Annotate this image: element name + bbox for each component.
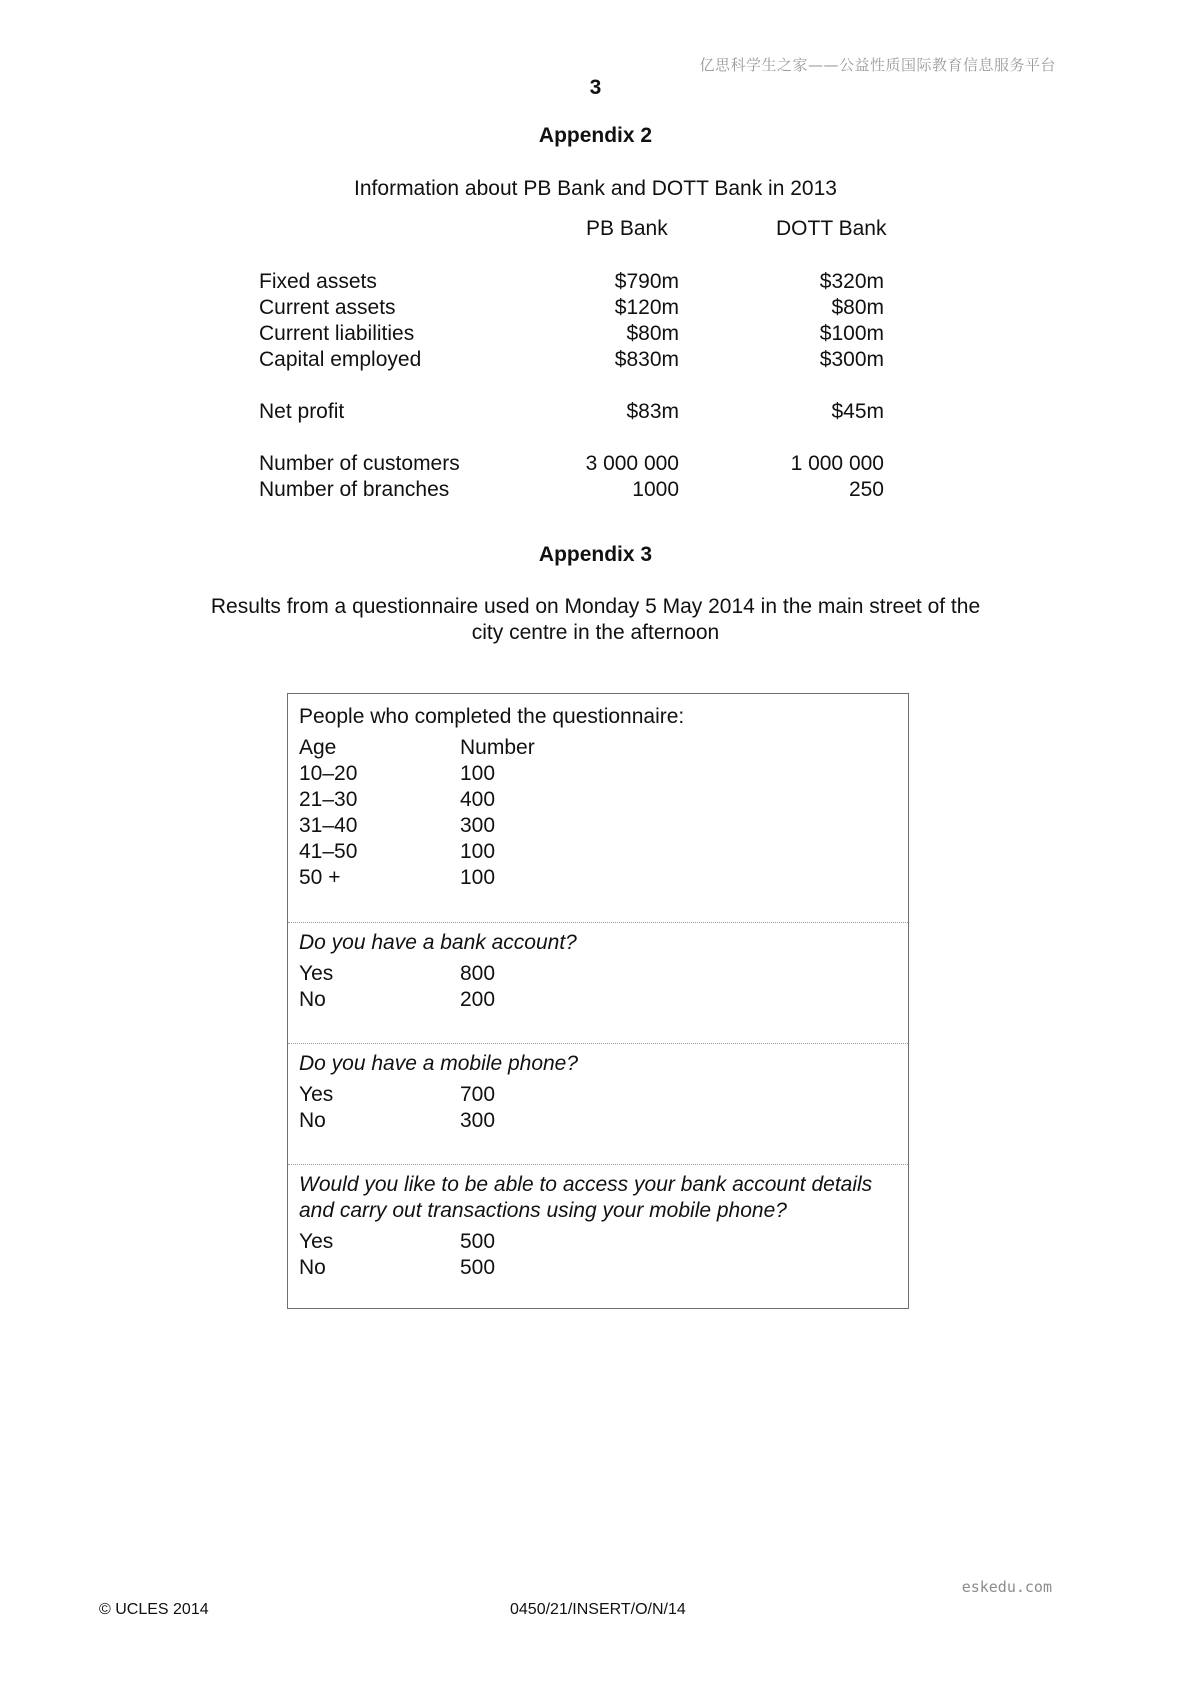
column-header-dott-bank: DOTT Bank: [776, 217, 887, 240]
appendix-3-title: Appendix 3: [538, 543, 653, 566]
section-divider: [288, 1043, 908, 1044]
dott-bank-value: $100m: [819, 322, 884, 345]
watermark-text: 亿思科学生之家——公益性质国际教育信息服务平台: [699, 56, 1056, 74]
dott-bank-value: $45m: [831, 400, 884, 423]
answer-label: Yes: [299, 1230, 334, 1253]
questionnaire-box: [287, 693, 909, 1309]
row-label: Number of customers: [259, 452, 460, 475]
table-row: [259, 399, 899, 425]
pb-bank-value: 1000: [632, 478, 679, 501]
pb-bank-value: $830m: [614, 348, 679, 371]
page-number: 3: [589, 76, 602, 99]
answer-row: [299, 1229, 908, 1255]
age-count: 400: [460, 788, 496, 811]
question-section-3: [288, 1172, 908, 1281]
appendix-2-subtitle: Information about PB Bank and DOTT Bank in 2013: [354, 177, 837, 200]
appendix-2-title: Appendix 2: [538, 124, 653, 147]
question-text: Do you have a bank account?: [299, 931, 577, 954]
question-text: and carry out transactions using your mobile phone?: [299, 1199, 787, 1222]
section-divider: [288, 922, 908, 923]
age-row: [299, 813, 908, 839]
appendix-3-subtitle-line-1: Results from a questionnaire used on Monday 5 May 2014 in the main street of the: [210, 595, 981, 618]
answer-row: [299, 961, 908, 987]
table-row: [259, 269, 899, 295]
age-range: 21–30: [299, 788, 358, 811]
table-row: [259, 321, 899, 347]
age-row: [299, 865, 908, 891]
table-row-group: [259, 269, 899, 373]
answer-label: No: [299, 988, 326, 1011]
age-row: [299, 761, 908, 787]
column-header-pb-bank: PB Bank: [586, 217, 668, 240]
row-label: Current liabilities: [259, 322, 415, 345]
answer-label: No: [299, 1109, 326, 1132]
answer-count: 800: [460, 962, 496, 985]
pb-bank-value: $83m: [626, 400, 679, 423]
age-section: [288, 704, 908, 891]
answer-count: 300: [460, 1109, 496, 1132]
dott-bank-value: $80m: [831, 296, 884, 319]
question-section-1: [288, 930, 908, 1013]
answer-count: 700: [460, 1083, 496, 1106]
questionnaire-intro: People who completed the questionnaire:: [299, 705, 685, 728]
dott-bank-value: $300m: [819, 348, 884, 371]
age-range: 31–40: [299, 814, 358, 837]
age-header: Age: [299, 736, 337, 759]
pb-bank-value: $790m: [614, 270, 679, 293]
question-text: Would you like to be able to access your bank account details: [299, 1173, 873, 1196]
row-label: Capital employed: [259, 348, 422, 371]
dott-bank-value: $320m: [819, 270, 884, 293]
age-row: [299, 839, 908, 865]
age-header-row: [299, 735, 908, 761]
table-body: [259, 269, 899, 503]
answer-row: [299, 1082, 908, 1108]
answer-count: 500: [460, 1230, 496, 1253]
age-count: 300: [460, 814, 496, 837]
answer-row: [299, 1255, 908, 1281]
footer-site-watermark: eskedu.com: [961, 1578, 1052, 1596]
table-header: [259, 217, 899, 243]
row-label: Number of branches: [259, 478, 450, 501]
row-label: Net profit: [259, 400, 345, 423]
table-row: [259, 347, 899, 373]
number-header: Number: [460, 736, 535, 759]
age-range: 10–20: [299, 762, 358, 785]
question-text: Do you have a mobile phone?: [299, 1052, 579, 1075]
age-range: 50 +: [299, 866, 341, 889]
answer-label: Yes: [299, 1083, 334, 1106]
age-range: 41–50: [299, 840, 358, 863]
footer-document-code: 0450/21/INSERT/O/N/14: [510, 1601, 686, 1618]
age-count: 100: [460, 762, 496, 785]
answer-row: [299, 1108, 908, 1134]
age-count: 100: [460, 840, 496, 863]
table-row: [259, 477, 899, 503]
table-row-group: [259, 399, 899, 425]
table-row-group: [259, 451, 899, 503]
bank-comparison-table: [259, 217, 899, 503]
table-row: [259, 295, 899, 321]
answer-count: 200: [460, 988, 496, 1011]
footer-copyright: © UCLES 2014: [99, 1601, 209, 1618]
pb-bank-value: $120m: [614, 296, 679, 319]
answer-label: Yes: [299, 962, 334, 985]
answer-label: No: [299, 1256, 326, 1279]
age-count: 100: [460, 866, 496, 889]
answer-count: 500: [460, 1256, 496, 1279]
pb-bank-value: $80m: [626, 322, 679, 345]
table-row: [259, 451, 899, 477]
section-divider: [288, 1164, 908, 1165]
age-rows: [299, 761, 908, 891]
row-label: Fixed assets: [259, 270, 377, 293]
age-row: [299, 787, 908, 813]
dott-bank-value: 250: [848, 478, 884, 501]
row-label: Current assets: [259, 296, 396, 319]
answer-row: [299, 987, 908, 1013]
question-section-2: [288, 1051, 908, 1134]
dott-bank-value: 1 000 000: [790, 452, 884, 475]
pb-bank-value: 3 000 000: [585, 452, 679, 475]
appendix-3-subtitle-line-2: city centre in the afternoon: [471, 621, 720, 644]
